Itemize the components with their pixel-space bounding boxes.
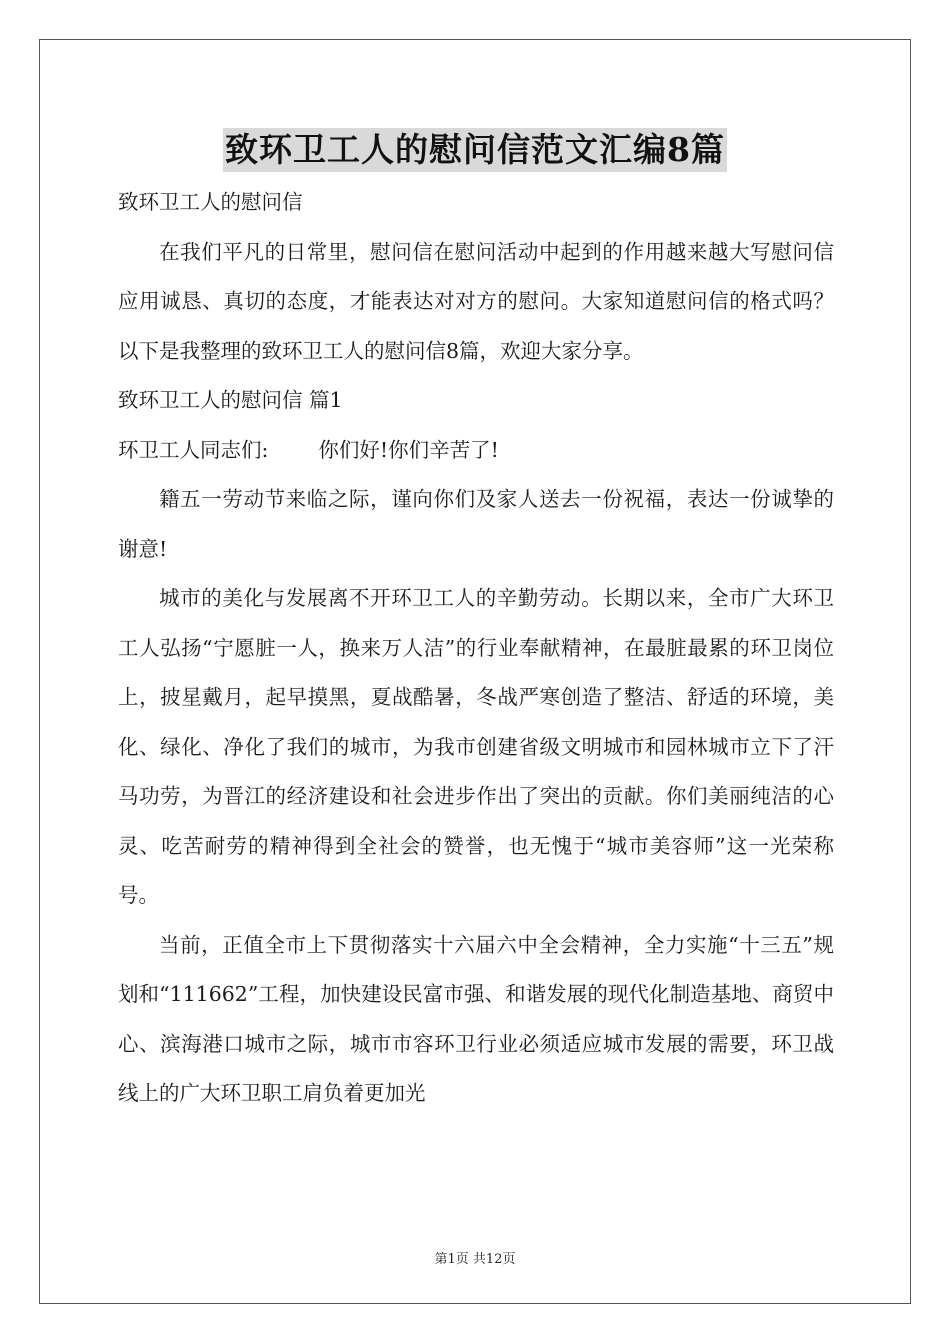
body-paragraph: 籍五一劳动节来临之际，谨向你们及家人送去一份祝福，表达一份诚挚的谢意! <box>118 487 834 561</box>
document-body <box>118 178 834 1119</box>
body-paragraph: 城市的美化与发展离不开环卫工人的辛勤劳动。长期以来，全市广大环卫工人弘扬“宁愿脏一人，换来万人洁”的行业奉献精神，在最脏最累的环卫岗位上，披星戴月，起早摸黑，夏战酷暑，冬战严寒创造了整洁、舒适的环境，美化、绿化、净化了我们的城市，为我市创建省级文明城市和园林城市立下了汗马功劳，为晋江的经济建设和社会进步作出了突出的贡献。你们美丽纯洁的心灵、吃苦耐劳的精神得到全社会的赞誉，也无愧于“城市美容师”这一光荣称号。 <box>118 586 834 907</box>
page-footer: 第1页 共12页 <box>434 1252 516 1267</box>
body-paragraph: 当前，正值全市上下贯彻落实十六届六中全会精神，全力实施“十三五”规划和“111662”工程，加快建设民富市强、和谐发展的现代化制造基地、商贸中心、滨海港口城市之际，城市市容环卫行业必须适应城市发展的需要，环卫战线上的广大环卫职工肩负着更加光 <box>118 932 834 1105</box>
salutation: 环卫工人同志们: <box>118 437 269 462</box>
intro-paragraph: 在我们平凡的日常里，慰问信在慰问活动中起到的作用越来越大写慰问信应用诚恳、真切的态度，才能表达对对方的慰问。大家知道慰问信的格式吗？以下是我整理的致环卫工人的慰问信8篇，欢迎大家分享。 <box>118 239 834 363</box>
salutation-line <box>118 426 834 476</box>
document-title: 致环卫工人的慰问信范文汇编8篇 <box>223 128 727 172</box>
subheading: 致环卫工人的慰问信 <box>118 190 303 214</box>
section-heading: 致环卫工人的慰问信 篇1 <box>118 388 343 412</box>
title-container <box>0 128 950 172</box>
greeting: 你们好!你们辛苦了! <box>318 437 499 462</box>
